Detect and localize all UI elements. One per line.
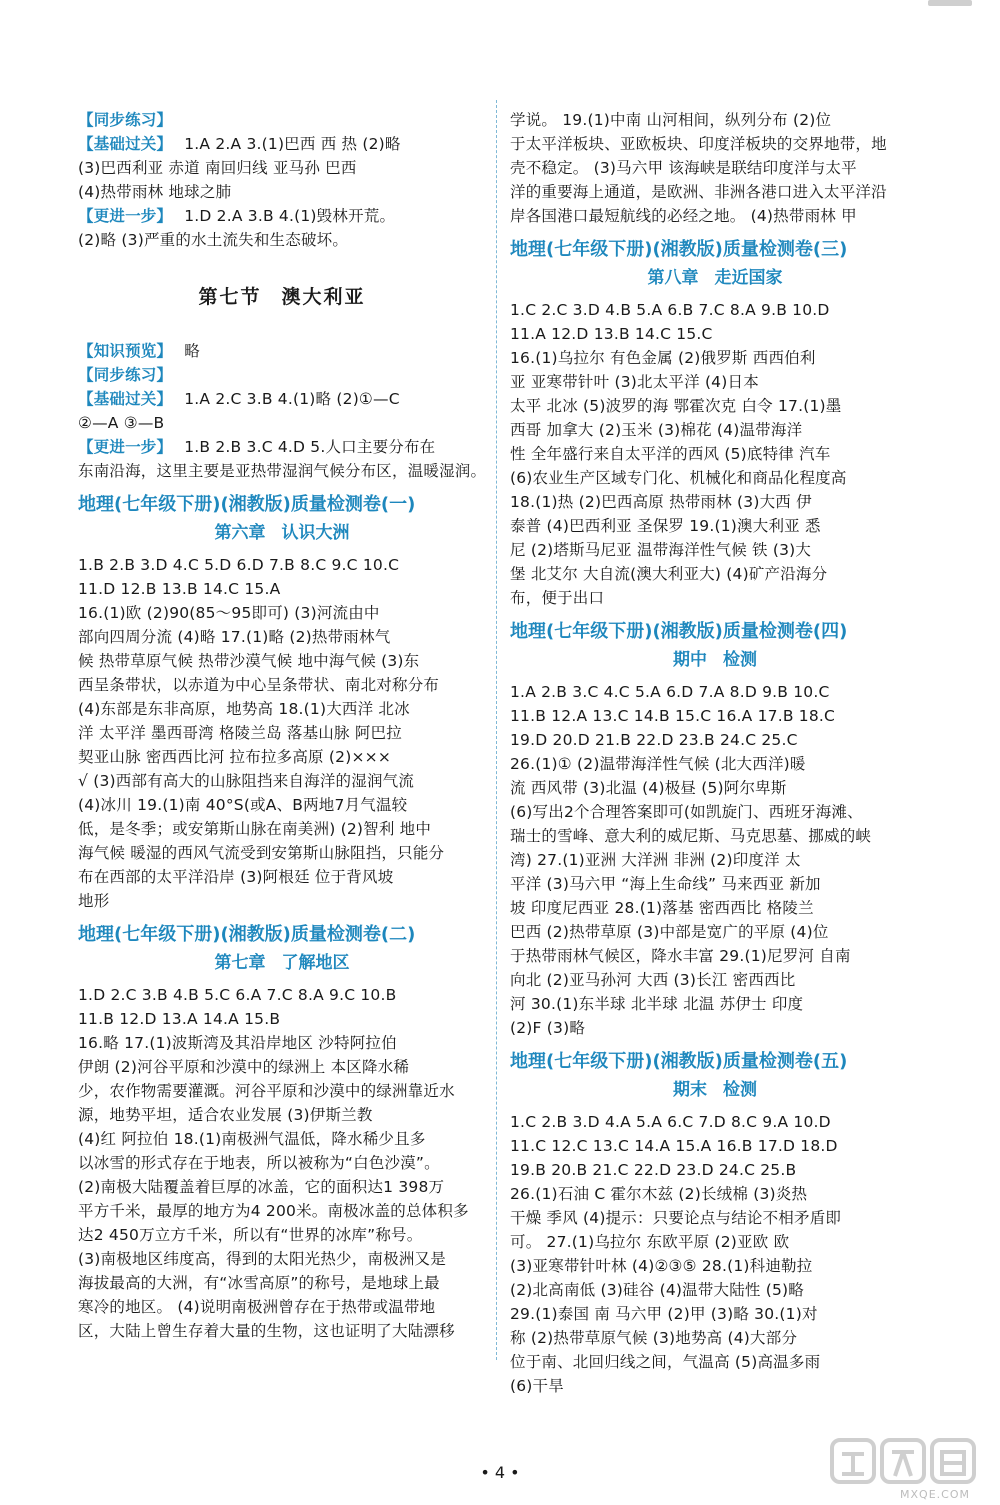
answer-line: 源，地势平坦，适合农业发展 (3)伊斯兰教 <box>78 1106 373 1124</box>
answer-line: (3)南极地区纬度高，得到的太阳光热少，南极洲又是 <box>78 1250 446 1268</box>
answer-line: 堡 北艾尔 大自流(澳大利亚大) (4)矿产沿海分 <box>510 565 828 583</box>
answer-line: 干燥 季风 (4)提示：只要论点与结论不相矛盾即 <box>510 1209 842 1227</box>
answer-line: 【基础过关】 1.A 2.C 3.B 4.(1)略 (2)①—C <box>78 390 400 408</box>
answer-line: 湾) 27.(1)亚洲 大洋洲 非洲 (2)印度洋 太 <box>510 851 801 869</box>
top-edge-mark <box>928 0 972 6</box>
answer-line: 契亚山脉 密西西比河 拉布拉多高原 (2)××× <box>78 748 391 766</box>
chapter-title: 期末 检测 <box>673 1080 757 1100</box>
watermark-text: MXQE.COM <box>900 1488 970 1501</box>
answer-line: 西哥 加拿大 (2)玉米 (3)棉花 (4)温带海洋 <box>510 421 803 439</box>
answer-line: 布，便于出口 <box>510 589 605 607</box>
answer-line: 【更进一步】 1.D 2.A 3.B 4.(1)毁林开荒。 <box>78 207 396 225</box>
answer-line: 18.(1)热 (2)巴西高原 热带雨林 (3)大西 伊 <box>510 493 812 511</box>
answer-line: 布在西部的太平洋沿岸 (3)阿根廷 位于背风坡 <box>78 868 394 886</box>
answer-line: 洋的重要海上通道，是欧洲、非洲各港口进入太平洋沿 <box>510 183 887 201</box>
answer-line: 伊朗 (2)河谷平原和沙漠中的绿洲上 本区降水稀 <box>78 1058 410 1076</box>
answer-line: 候 热带草原气候 热带沙漠气候 地中海气候 (3)东 <box>78 652 420 670</box>
answer-line: 1.C 2.C 3.D 4.B 5.A 6.B 7.C 8.A 9.B 10.D <box>510 301 830 319</box>
answer-line: 11.A 12.D 13.B 14.C 15.C <box>510 325 713 343</box>
left-column <box>78 108 486 1343</box>
answer-line: 坡 印度尼西亚 28.(1)落基 密西西比 格陵兰 <box>510 899 814 917</box>
chapter-title: 期中 检测 <box>673 650 757 670</box>
answer-line: 东南沿海，这里主要是亚热带湿润气候分布区，温暖湿润。 <box>78 462 487 480</box>
answer-line: 壳不稳定。 (3)马六甲 该海峡是联结印度洋与太平 <box>510 159 857 177</box>
advanced-label: 【更进一步】 <box>78 207 173 225</box>
preview-line: 【知识预览】 略 <box>78 342 200 360</box>
chapter-title: 第七章 了解地区 <box>214 953 350 973</box>
chapter-title: 第八章 走近国家 <box>647 268 783 288</box>
answer-line: (6)写出2个合理答案即可(如凯旋门、西班牙海滩、 <box>510 803 863 821</box>
answer-line: (3)亚寒带针叶林 (4)②③⑤ 28.(1)科迪勒拉 <box>510 1257 813 1275</box>
page-number: • 4 • <box>480 1463 520 1482</box>
answer-line: 瑞士的雪峰、意大利的威尼斯、马克思墓、挪威的峡 <box>510 827 872 845</box>
answer-line: 于热带雨林气候区，降水丰富 29.(1)尼罗河 自南 <box>510 947 851 965</box>
watermark-logo-icon <box>828 1432 978 1494</box>
answer-line: 16.略 17.(1)波斯湾及其沿岸地区 沙特阿拉伯 <box>78 1034 397 1052</box>
section-number: 第七节 <box>198 286 262 308</box>
answer-line: 位于南、北回归线之间，气温高 (5)高温多雨 <box>510 1353 821 1371</box>
answer-line: 尼 (2)塔斯马尼亚 温带海洋性气候 铁 (3)大 <box>510 541 812 559</box>
answer-line: (2)南极大陆覆盖着巨厚的冰盖，它的面积达1 398万 <box>78 1178 445 1196</box>
answer-line: 16.(1)乌拉尔 有色金属 (2)俄罗斯 西西伯利 <box>510 349 816 367</box>
answer-line: 称 (2)热带草原气候 (3)地势高 (4)大部分 <box>510 1329 798 1347</box>
answer-line: 西呈条带状，以赤道为中心呈条带状、南北对称分布 <box>78 676 440 694</box>
basic-label: 【基础过关】 <box>78 135 173 153</box>
answer-line: 11.C 12.C 13.C 14.A 15.A 16.B 17.D 18.D <box>510 1137 838 1155</box>
quiz-4 <box>510 618 920 1040</box>
answer-line: 性 全年盛行来自太平洋的西风 (5)底特律 汽车 <box>510 445 831 463</box>
answer-line: 平洋 (3)马六甲 “海上生命线” 马来西亚 新加 <box>510 875 821 893</box>
answer-line: (2)F (3)略 <box>510 1019 586 1037</box>
answer-line: (4)冰川 19.(1)南 40°S(或A、B两地7月气温较 <box>78 796 408 814</box>
answer-line: 流 西风带 (3)北温 (4)极昼 (5)阿尔卑斯 <box>510 779 787 797</box>
answer-line: 11.D 12.B 13.B 14.C 15.A <box>78 580 281 598</box>
answer-line: 海拔最高的大洲，有“冰雪高原”的称号，是地球上最 <box>78 1274 440 1292</box>
answer-line: 少，农作物需要灌溉。河谷平原和沙漠中的绿洲靠近水 <box>78 1082 455 1100</box>
answer-line: 19.D 20.D 21.B 22.D 23.B 24.C 25.C <box>510 731 798 749</box>
answer-line: 1.D 2.C 3.B 4.B 5.C 6.A 7.C 8.A 9.C 10.B <box>78 986 397 1004</box>
answer-line: (2)略 (3)严重的水土流失和生态破坏。 <box>78 231 349 249</box>
column-divider <box>496 100 497 1360</box>
answer-line: 以冰雪的形式存在于地表，所以被称为“白色沙漠”。 <box>78 1154 440 1172</box>
quiz-title: 地理(七年级下册)(湘教版)质量检测卷(二) <box>78 924 416 945</box>
answer-line: (4)热带雨林 地球之肺 <box>78 183 232 201</box>
sync-practice-heading: 【同步练习】 <box>78 111 173 129</box>
answer-line: 巴西 (2)热带草原 (3)中部是宽广的平原 (4)位 <box>510 923 829 941</box>
preview-label: 【知识预览】 <box>78 342 173 360</box>
answer-line: ②—A ③—B <box>78 414 165 432</box>
answer-line: 学说。 19.(1)中南 山河相间，纵列分布 (2)位 <box>510 111 832 129</box>
right-column <box>510 108 920 1398</box>
chapter-title: 第六章 认识大洲 <box>214 523 350 543</box>
quiz-2 <box>78 921 486 1343</box>
quiz-5 <box>510 1048 920 1398</box>
quiz-title: 地理(七年级下册)(湘教版)质量检测卷(五) <box>510 1051 848 1072</box>
answer-line: 太平 北冰 (5)波罗的海 鄂霍次克 白令 17.(1)墨 <box>510 397 842 415</box>
quiz-1 <box>78 491 486 913</box>
answer-line: (6)农业生产区域专门化、机械化和商品化程度高 <box>510 469 847 487</box>
answer-line: 【更进一步】 1.B 2.B 3.C 4.D 5.人口主要分布在 <box>78 438 436 456</box>
answer-line: 低，是冬季；或安第斯山脉在南美洲) (2)智利 地中 <box>78 820 432 838</box>
sync-practice-heading: 【同步练习】 <box>78 366 173 384</box>
answer-line: 地形 <box>78 892 110 910</box>
quiz-title: 地理(七年级下册)(湘教版)质量检测卷(一) <box>78 494 416 515</box>
answer-line: 区，大陆上曾生存着大量的生物，这也证明了大陆漂移 <box>78 1322 455 1340</box>
quiz-title: 地理(七年级下册)(湘教版)质量检测卷(三) <box>510 239 848 260</box>
answer-line: 亚 亚寒带针叶 (3)北太平洋 (4)日本 <box>510 373 759 391</box>
answer-line: 达2 450万立方千米，所以有“世界的冰库”称号。 <box>78 1226 423 1244</box>
answer-line: (4)东部是东非高原，地势高 18.(1)大西洋 北冰 <box>78 700 410 718</box>
answer-line: 16.(1)欧 (2)90(85～95即可) (3)河流由中 <box>78 604 380 622</box>
continued-answers <box>510 108 920 228</box>
quiz-3 <box>510 236 920 610</box>
answer-line: (4)红 阿拉伯 18.(1)南极洲气温低，降水稀少且多 <box>78 1130 426 1148</box>
answer-line: 26.(1)石油 C 霍尔木兹 (2)长绒棉 (3)炎热 <box>510 1185 808 1203</box>
answer-line: (3)巴西利亚 赤道 南回归线 亚马孙 巴西 <box>78 159 357 177</box>
answer-line: 河 30.(1)东半球 北半球 北温 苏伊士 印度 <box>510 995 804 1013</box>
answer-line: (2)北高南低 (3)硅谷 (4)温带大陆性 (5)略 <box>510 1281 805 1299</box>
sync-practice-block-2 <box>78 339 486 483</box>
section-name: 澳大利亚 <box>281 286 366 308</box>
answer-line: (6)干旱 <box>510 1377 564 1395</box>
answer-line: 可。 27.(1)乌拉尔 东欧平原 (2)亚欧 欧 <box>510 1233 790 1251</box>
answer-line: 向北 (2)亚马孙河 大西 (3)长江 密西西比 <box>510 971 796 989</box>
quiz-title: 地理(七年级下册)(湘教版)质量检测卷(四) <box>510 621 848 642</box>
answer-line: 【基础过关】 1.A 2.A 3.(1)巴西 西 热 (2)略 <box>78 135 401 153</box>
answer-line: 19.B 20.B 21.C 22.D 23.D 24.C 25.B <box>510 1161 797 1179</box>
answer-line: 寒冷的地区。 (4)说明南极洲曾存在于热带或温带地 <box>78 1298 436 1316</box>
answer-line: 1.B 2.B 3.D 4.C 5.D 6.D 7.B 8.C 9.C 10.C <box>78 556 400 574</box>
answer-line: 26.(1)① (2)温带海洋性气候 (北大西洋)暖 <box>510 755 806 773</box>
answer-line: 泰普 (4)巴西利亚 圣保罗 19.(1)澳大利亚 悉 <box>510 517 821 535</box>
sync-practice-block-1 <box>78 108 486 252</box>
answer-line: 平方千米，最厚的地方为4 200米。南极冰盖的总体积多 <box>78 1202 469 1220</box>
answer-line: √ (3)西部有高大的山脉阻挡来自海洋的湿润气流 <box>78 772 415 790</box>
answer-line: 于太平洋板块、亚欧板块、印度洋板块的交界地带，地 <box>510 135 887 153</box>
section-title <box>78 282 486 309</box>
answer-line: 部向四周分流 (4)略 17.(1)略 (2)热带雨林气 <box>78 628 391 646</box>
answer-line: 11.B 12.D 13.A 14.A 15.B <box>78 1010 281 1028</box>
answer-line: 29.(1)泰国 南 马六甲 (2)甲 (3)略 30.(1)对 <box>510 1305 818 1323</box>
answer-line: 岸各国港口最短航线的必经之地。 (4)热带雨林 甲 <box>510 207 857 225</box>
advanced-label: 【更进一步】 <box>78 438 173 456</box>
answer-line: 海气候 暖湿的西风气流受到安第斯山脉阻挡，只能分 <box>78 844 445 862</box>
answer-line: 1.C 2.B 3.D 4.A 5.A 6.C 7.D 8.C 9.A 10.D <box>510 1113 831 1131</box>
answer-line: 洋 太平洋 墨西哥湾 格陵兰岛 落基山脉 阿巴拉 <box>78 724 402 742</box>
answer-line: 1.A 2.B 3.C 4.C 5.A 6.D 7.A 8.D 9.B 10.C <box>510 683 830 701</box>
answer-line: 11.B 12.A 13.C 14.B 15.C 16.A 17.B 18.C <box>510 707 836 725</box>
basic-label: 【基础过关】 <box>78 390 173 408</box>
